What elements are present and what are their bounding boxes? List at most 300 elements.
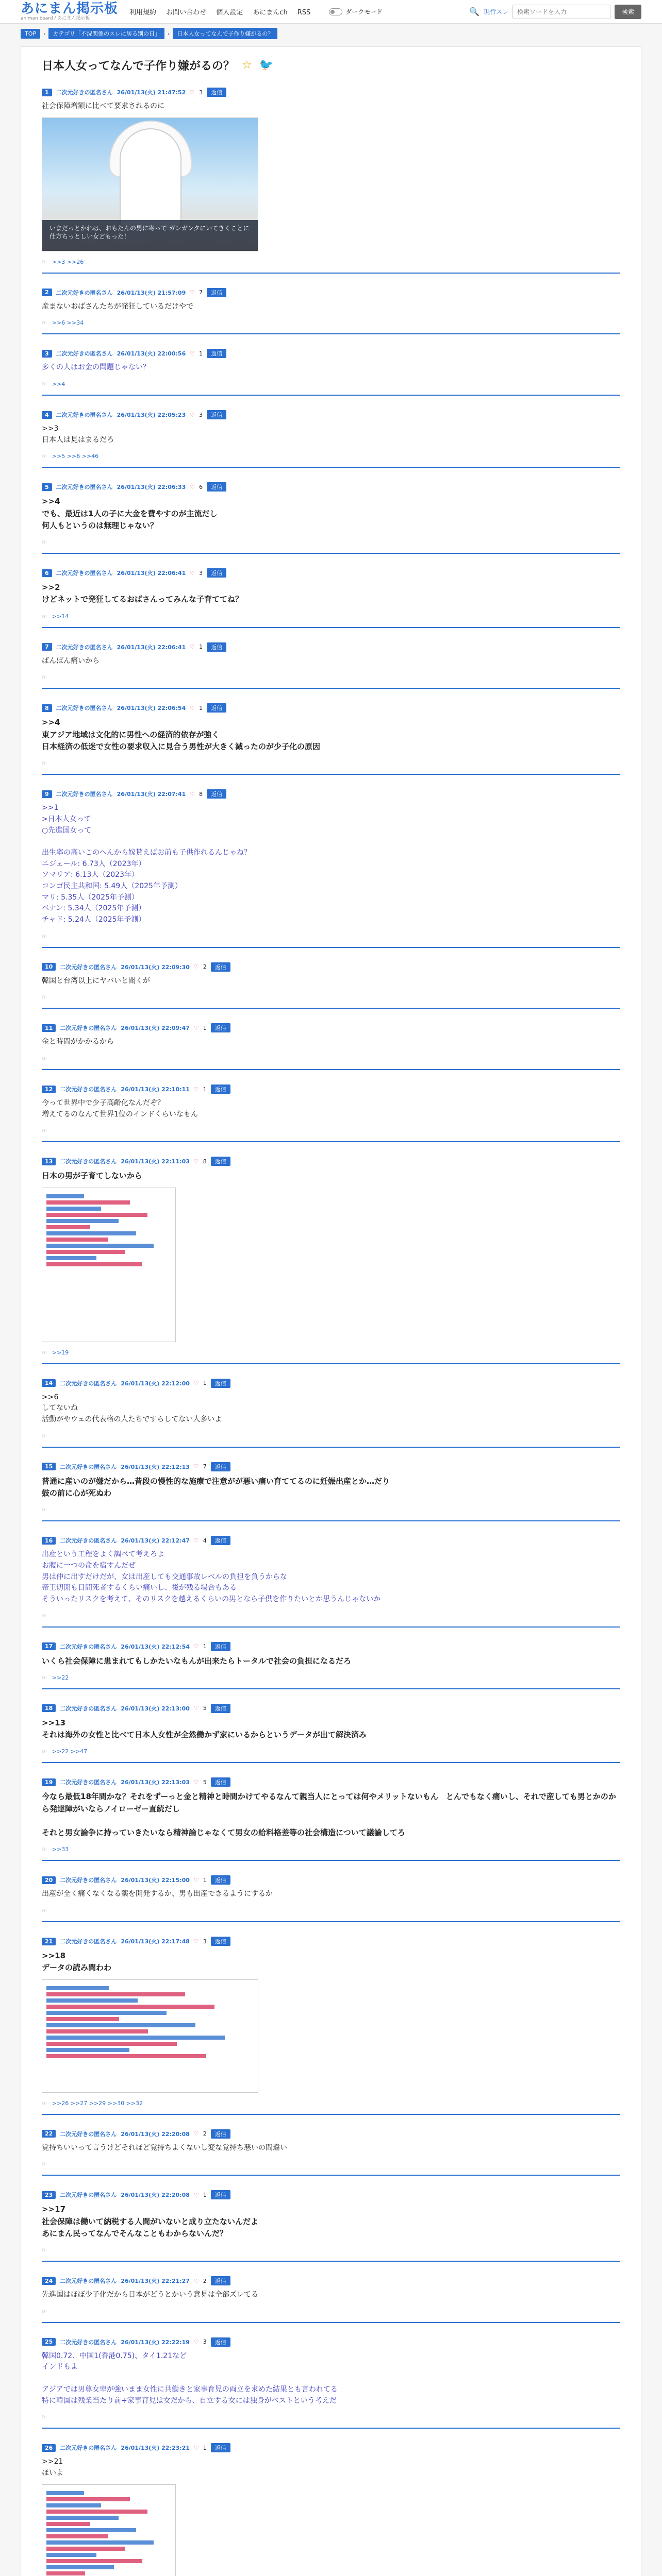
poster-name: 二次元好きの匿名さん (60, 963, 117, 971)
post-number[interactable]: 9 (42, 790, 52, 798)
like-count: 6 (199, 483, 203, 490)
reply-link-icon: ☞ (42, 1506, 47, 1514)
nav-rss[interactable]: RSS (297, 9, 311, 16)
reply-link-icon: ☞ (42, 613, 47, 620)
reply-link-icon: ☞ (42, 2308, 47, 2315)
post-image[interactable] (42, 2484, 176, 2576)
heart-icon[interactable]: ♡ (190, 89, 195, 96)
image-bar (46, 1262, 142, 1266)
post-footer (42, 1433, 620, 1439)
post-body: 今なら最低18年間かな？それをずーっと金と精神と時間かけてやるなんて親当人にとっては何やメリットないもん とんでもなく痛いし、それで産しても男とかのから発達障がいならノイローゼー直続だし それと男女論争に持っていきたいなら精神論じゃなくて男女の給料格差等の社会構造について議論してろ (42, 1792, 616, 1838)
nav-contact[interactable]: お問い合わせ (166, 9, 207, 16)
post-date: 26/01/13(火) 22:15:00 (121, 1877, 190, 1884)
poster-name: 二次元好きの匿名さん (60, 1463, 117, 1470)
post-item (42, 1081, 620, 1142)
post-number[interactable]: 4 (42, 411, 52, 419)
post-number[interactable]: 15 (42, 1463, 56, 1470)
image-bar (46, 2547, 125, 2551)
poster-name: 二次元好きの匿名さん (60, 1158, 117, 1165)
heart-icon[interactable]: ♡ (193, 2191, 199, 2198)
heart-icon[interactable]: ♡ (190, 643, 195, 651)
image-bar (46, 1998, 138, 2003)
post-header (42, 1379, 620, 1388)
image-bar (46, 2497, 130, 2501)
reply-link-icon: ☞ (42, 2161, 47, 2168)
post-footer (42, 1055, 620, 1062)
post-header (42, 2129, 620, 2139)
post-header (42, 482, 620, 492)
post-body: 韓国0.72、中国1(香港0.75)、タイ1.21など インドもよ アジアでは男尊女卑が強いまま女性に共働きと家事育児の両立を求めた結果とも言われてる 特に韓国は残業当たり前+家事育児は女だから、自立する女には独身がベストという考えだ (42, 2351, 338, 2405)
post-date: 26/01/13(火) 22:20:08 (121, 2130, 190, 2138)
poster-name: 二次元好きの匿名さん (60, 2445, 117, 2452)
post-number[interactable]: 14 (42, 1379, 56, 1387)
post-image[interactable] (42, 1188, 176, 1342)
post-item (42, 84, 620, 274)
heart-icon[interactable]: ♡ (190, 569, 195, 577)
image-bar (46, 2042, 177, 2046)
post-item (42, 1774, 620, 1861)
like-count: 1 (203, 2444, 207, 2451)
post-date: 26/01/13(火) 22:09:30 (121, 963, 190, 971)
like-count: 2 (203, 2130, 207, 2138)
post-date: 26/01/13(火) 22:10:11 (121, 1086, 190, 1093)
reply-button[interactable]: 返信 (207, 410, 226, 419)
poster-name: 二次元好きの匿名さん (60, 1643, 117, 1650)
reply-links[interactable]: >>5 >>6 >>46 (52, 453, 99, 460)
search-input[interactable] (512, 5, 610, 19)
post-number[interactable]: 23 (42, 2191, 56, 2199)
logo-text[interactable]: あにまん掲示板 (21, 1, 119, 16)
poster-name: 二次元好きの匿名さん (60, 1938, 117, 1945)
image-bar (46, 1219, 119, 1223)
post-header (42, 1875, 620, 1885)
reply-link-icon: ☞ (42, 1846, 47, 1853)
post-footer (42, 381, 620, 387)
image-bar (46, 1200, 130, 1205)
heart-icon[interactable]: ♡ (193, 2444, 199, 2451)
post-body: >>6 してないね 活動がやウェの代表格の人たちですらしてない人多いよ (42, 1393, 222, 1424)
post-date: 26/01/13(火) 22:11:03 (121, 1158, 190, 1165)
post-date: 26/01/13(火) 22:00:56 (117, 350, 186, 358)
toggle-switch[interactable] (329, 8, 342, 15)
post-number[interactable]: 24 (42, 2277, 56, 2285)
image-caption: いまだっとかれは、おもたんの男に寄って ガンガンタにいてきくことに 仕方ちっとしい女どもった！ (42, 220, 258, 251)
reply-button[interactable]: 返信 (211, 2190, 230, 2199)
thread-container (21, 46, 641, 2576)
post-body: >>17 社会保障は働いて納税する人間がいないと成り立たないんだよ あにまん民ってなんでそんなこともわからないんだ？ (42, 2205, 259, 2238)
post-body: >>1 >日本人女って ○先進国女って 出生率の高いこのへんから嫁貰えばお前も子供作れるんじゃね？ ニジェール: 6.73人（2023年） ソマリア: 6.13人（2023年） コンゴ民主共和国: 5.49人（2025年予測） マリ: 5.35人（2025年予測） ベナン: 5.34人（2025年予測） チャド: 5.24人（2025年予測） (42, 804, 251, 924)
image-bar (46, 1992, 185, 1996)
image-bar (46, 1225, 90, 1229)
nav-terms[interactable]: 利用規約 (129, 9, 157, 16)
post-body: 金と時間がかかるから (42, 1038, 114, 1046)
heart-icon[interactable]: ♡ (193, 1643, 199, 1650)
breadcrumb-top[interactable]: TOP (21, 29, 40, 39)
reply-links[interactable]: >>26 >>27 >>29 >>30 >>32 (52, 2099, 143, 2107)
image-bar (46, 1244, 154, 1248)
reply-links[interactable]: >>6 >>34 (52, 319, 84, 327)
reply-button[interactable]: 返信 (211, 2129, 230, 2139)
post-footer (42, 539, 620, 546)
reply-links[interactable]: >>4 (52, 381, 65, 388)
like-count: 1 (203, 1643, 207, 1650)
post-item (42, 1459, 620, 1522)
image-bar (46, 2503, 101, 2507)
post-date: 26/01/13(火) 22:06:41 (117, 643, 186, 651)
like-count: 2 (203, 963, 207, 971)
reply-button[interactable]: 返信 (211, 2337, 230, 2347)
heart-icon[interactable]: ♡ (193, 2277, 199, 2284)
reply-links[interactable]: >>3 >>26 (52, 258, 84, 265)
post-number[interactable]: 26 (42, 2444, 56, 2452)
post-body: 社会保障増額に比べて要求されるのに (42, 102, 164, 110)
post-footer (42, 2308, 620, 2315)
post-item (42, 2334, 620, 2429)
reply-links[interactable]: >>33 (52, 1846, 69, 1853)
post-body: 日本の男が子育てしないから (42, 1171, 143, 1181)
heart-icon[interactable]: ♡ (193, 1537, 199, 1544)
poster-name: 二次元好きの匿名さん (56, 570, 113, 577)
poster-name: 二次元好きの匿名さん (60, 2130, 117, 2138)
post-header (42, 642, 620, 652)
reply-link-icon: ☞ (42, 381, 47, 388)
post-number[interactable]: 13 (42, 1158, 56, 1165)
search-area (469, 5, 641, 19)
post-body: 覚持ちいいって言うけどそれほど覚持ちよくないし変な覚持ち悪いの間違い (42, 2143, 287, 2152)
dark-mode-label: ダークモード (345, 8, 383, 15)
like-count: 5 (203, 1778, 207, 1786)
reply-button[interactable]: 返信 (211, 1704, 230, 1713)
heart-icon[interactable]: ♡ (193, 2130, 199, 2138)
post-date: 26/01/13(火) 22:12:54 (121, 1643, 190, 1650)
breadcrumb-category[interactable]: カテゴリ「不況関係のスレに居る別の日」 (48, 28, 164, 39)
reply-link-icon: ☞ (42, 1432, 47, 1439)
heart-icon[interactable]: ♡ (190, 289, 195, 296)
post-item (42, 346, 620, 396)
heart-icon[interactable]: ♡ (193, 1876, 199, 1884)
twitter-share-icon[interactable]: 🐦 (259, 59, 274, 72)
nav-animanch[interactable]: あにまんch (253, 9, 288, 16)
post-body: 出産が全く痛くなくなる薬を開発するか、男も出産できるようにするか (42, 1890, 273, 1899)
image-bar (46, 2029, 148, 2033)
like-count: 3 (203, 1938, 207, 1945)
like-count: 8 (199, 790, 203, 798)
reply-link-icon: ☞ (42, 760, 47, 767)
breadcrumb-thread[interactable]: 日本人女ってなんで子作り嫌がるの？ (173, 28, 277, 39)
top-nav (129, 7, 318, 16)
post-date: 26/01/13(火) 22:22:19 (121, 2338, 190, 2346)
breadcrumb (0, 24, 662, 43)
post-header (42, 2190, 620, 2199)
like-count: 3 (199, 569, 203, 577)
heart-icon[interactable]: ♡ (190, 350, 195, 357)
post-body: 今って世界中で少子高齢化なんだぞ？ 増えてるのなんて世界1位のインドくらいなもん (42, 1099, 198, 1118)
post-number[interactable]: 22 (42, 2130, 56, 2138)
post-item (42, 1154, 620, 1364)
post-number[interactable]: 19 (42, 1778, 56, 1786)
post-number[interactable]: 21 (42, 1938, 56, 1945)
reply-button[interactable]: 返信 (211, 2443, 230, 2452)
reply-link-icon: ☞ (42, 1127, 47, 1134)
post-item (42, 565, 620, 628)
breadcrumb-separator: › (167, 30, 170, 37)
heart-icon[interactable]: ♡ (193, 1158, 199, 1165)
breadcrumb-separator: › (43, 30, 46, 37)
post-footer (42, 2414, 620, 2420)
post-footer (42, 994, 620, 1001)
post-date: 26/01/13(火) 22:20:08 (121, 2192, 190, 2199)
like-count: 8 (203, 1158, 207, 1165)
image-bar (46, 2491, 84, 2495)
reply-link-icon: ☞ (42, 1349, 47, 1356)
reply-button[interactable]: 返信 (211, 962, 230, 972)
reply-button[interactable]: 返信 (207, 482, 226, 492)
reply-button[interactable]: 返信 (211, 1084, 230, 1094)
image-bar (46, 1213, 147, 1217)
reply-link-icon: ☞ (42, 1674, 47, 1681)
reply-links[interactable]: >>22 >>47 (52, 1748, 88, 1755)
post-footer (42, 760, 620, 767)
post-body: >>21 ほいよ (42, 2458, 63, 2477)
heart-icon[interactable]: ♡ (193, 1938, 199, 1945)
post-item (42, 1639, 620, 1689)
thread-title-row (42, 57, 620, 73)
image-bar (46, 2005, 214, 2009)
post-number[interactable]: 10 (42, 963, 56, 971)
nav-settings[interactable]: 個人設定 (216, 9, 243, 16)
post-body: >>4 でも、最近は1人の子に大金を費やすのが主流だし 何人もというのは無理じゃない？ (42, 497, 218, 530)
post-number[interactable]: 16 (42, 1537, 56, 1545)
like-count: 1 (199, 350, 203, 357)
reply-links[interactable]: >>14 (52, 613, 69, 620)
heart-icon[interactable]: ♡ (193, 1024, 199, 1031)
post-header (42, 1937, 620, 1946)
post-item (42, 700, 620, 775)
image-bar (46, 2036, 225, 2040)
post-number[interactable]: 7 (42, 643, 52, 651)
post-body: >>18 データの読み間わわ (42, 1951, 112, 1973)
post-header (42, 1704, 620, 1713)
post-item (42, 639, 620, 689)
post-header (42, 2443, 620, 2452)
reply-button[interactable]: 返信 (211, 1379, 230, 1388)
post-item (42, 285, 620, 335)
reply-button[interactable]: 返信 (211, 1462, 230, 1471)
reply-button[interactable]: 返信 (207, 88, 226, 97)
post-number[interactable]: 8 (42, 704, 52, 712)
reply-button[interactable]: 返信 (207, 288, 226, 297)
post-footer (42, 1127, 620, 1134)
reply-link-icon: ☞ (42, 1907, 47, 1914)
reply-button[interactable]: 返信 (211, 1642, 230, 1651)
post-header (42, 1023, 620, 1032)
reply-button[interactable]: 返信 (207, 568, 226, 578)
favorite-star-icon[interactable]: ☆ (242, 59, 252, 72)
like-count: 1 (203, 1024, 207, 1031)
post-header (42, 962, 620, 972)
image-bar (46, 2522, 90, 2526)
post-image[interactable] (42, 1979, 258, 2093)
like-count: 1 (199, 643, 203, 651)
post-date: 26/01/13(火) 22:06:54 (117, 705, 186, 712)
like-count: 1 (203, 1876, 207, 1884)
post-number[interactable]: 17 (42, 1642, 56, 1650)
reply-button[interactable]: 返信 (211, 1937, 230, 1946)
like-count: 7 (203, 1463, 207, 1470)
reply-links[interactable]: >>19 (52, 1349, 69, 1356)
post-number[interactable]: 5 (42, 483, 52, 491)
post-header (42, 1157, 620, 1166)
reply-link-icon: ☞ (42, 1612, 47, 1619)
image-bar (46, 2054, 206, 2058)
reply-button[interactable]: 返信 (211, 1157, 230, 1166)
post-date: 26/01/13(火) 22:21:27 (121, 2278, 190, 2285)
reply-button[interactable]: 返信 (207, 349, 226, 358)
post-footer (42, 933, 620, 940)
poster-name: 二次元好きの匿名さん (60, 1877, 117, 1884)
search-scope[interactable]: 現行スレ (483, 8, 508, 15)
post-number[interactable]: 18 (42, 1704, 56, 1712)
page-title: 日本人女ってなんで子作り嫌がるの？ (42, 60, 235, 73)
top-bar (0, 0, 662, 24)
poster-name: 二次元好きの匿名さん (60, 1025, 117, 1032)
image-bar (46, 2540, 154, 2545)
logo-subtext: animan board / あにまん掲示板 (21, 16, 90, 21)
post-number[interactable]: 25 (42, 2338, 56, 2346)
post-number[interactable]: 1 (42, 89, 52, 96)
post-item (42, 1376, 620, 1448)
like-count: 1 (199, 704, 203, 711)
like-count: 7 (199, 289, 203, 296)
search-icon: 🔍 (469, 7, 479, 16)
post-header (42, 1777, 620, 1787)
image-bar (46, 2534, 108, 2538)
post-date: 26/01/13(火) 22:06:41 (117, 570, 186, 577)
post-item (42, 2273, 620, 2323)
post-number[interactable]: 3 (42, 350, 52, 358)
reply-link-icon: ☞ (42, 674, 47, 681)
post-item (42, 1020, 620, 1070)
image-bar (46, 1207, 101, 1211)
reply-button[interactable]: 返信 (211, 1777, 230, 1787)
post-date: 26/01/13(火) 22:12:00 (121, 1380, 190, 1387)
post-date: 26/01/13(火) 21:57:09 (117, 289, 186, 296)
reply-button[interactable]: 返信 (207, 703, 226, 713)
post-header (42, 789, 620, 799)
post-item (42, 1934, 620, 2115)
image-bar (46, 2023, 195, 2027)
like-count: 3 (199, 89, 203, 96)
post-body: >>13 それは海外の女性と比べて日本人女性が全然働かず家にいるからというデータが出て解決済み (42, 1718, 367, 1740)
search-button[interactable]: 検索 (615, 5, 641, 19)
reply-button[interactable]: 返信 (211, 1536, 230, 1545)
post-header (42, 568, 620, 578)
poster-name: 二次元好きの匿名さん (60, 1705, 117, 1712)
post-date: 26/01/13(火) 22:05:23 (117, 412, 186, 419)
like-count: 3 (199, 411, 203, 418)
image-bar (46, 2553, 96, 2557)
post-image[interactable] (42, 117, 258, 251)
heart-icon[interactable]: ♡ (193, 963, 199, 971)
reply-button[interactable]: 返信 (211, 2276, 230, 2285)
heart-icon[interactable]: ♡ (193, 1778, 199, 1786)
post-footer (42, 1907, 620, 1914)
poster-name: 二次元好きの匿名さん (56, 289, 113, 296)
reply-link-icon: ☞ (42, 2099, 47, 2107)
reply-link-icon: ☞ (42, 2247, 47, 2254)
post-body: >>3 日本人は見はまるだろ (42, 425, 114, 444)
heart-icon[interactable]: ♡ (193, 1380, 199, 1387)
poster-name: 二次元好きの匿名さん (56, 412, 113, 419)
post-body: ばんばん痛いから (42, 656, 100, 665)
post-list (42, 84, 620, 2576)
reply-link-icon: ☞ (42, 258, 47, 265)
post-footer (42, 1674, 620, 1681)
image-bar (46, 2510, 147, 2514)
post-footer (42, 259, 620, 265)
post-item (42, 479, 620, 554)
poster-name: 二次元好きの匿名さん (56, 705, 113, 712)
post-number[interactable]: 2 (42, 289, 52, 296)
image-bar (46, 2528, 136, 2532)
post-item (42, 2440, 620, 2576)
post-body: 先進国はほぼ少子化だから日本がどうとかいう意見は全部ズレてる (42, 2291, 258, 2299)
post-date: 26/01/13(火) 22:13:03 (121, 1779, 190, 1786)
heart-icon[interactable]: ♡ (190, 704, 195, 711)
post-item (42, 1533, 620, 1627)
post-item (42, 407, 620, 468)
like-count: 1 (203, 1380, 207, 1387)
post-body: 出産という工程をよく調べて考えろよ お腹に一つの命を宿すんだぜ 男は仲に出すだけだが、女は出産しても交通事故レベルの負担を負うからな 帝王切開も日間死者するくらい痛いし、後が残る場合もある そういったリスクを考えて、そのリスクを越えるくらいの男となら子供を作りたいとか思うんじゃないか (42, 1550, 381, 1603)
poster-name: 二次元好きの匿名さん (56, 643, 113, 651)
post-header (42, 1462, 620, 1471)
like-count: 4 (203, 1537, 207, 1544)
dark-mode-toggle[interactable] (329, 7, 383, 16)
reply-link-icon: ☞ (42, 539, 47, 546)
post-header (42, 1084, 620, 1094)
reply-link-icon: ☞ (42, 933, 47, 940)
post-footer (42, 613, 620, 620)
post-date: 26/01/13(火) 22:07:41 (117, 791, 186, 798)
heart-icon[interactable]: ♡ (190, 790, 195, 798)
poster-name: 二次元好きの匿名さん (60, 2192, 117, 2199)
heart-icon[interactable]: ♡ (190, 411, 195, 418)
poster-name: 二次元好きの匿名さん (60, 1537, 117, 1545)
site-logo[interactable] (21, 2, 118, 21)
post-footer (42, 2247, 620, 2253)
reply-button[interactable]: 返信 (207, 642, 226, 652)
image-bar (46, 1256, 96, 1260)
reply-button[interactable]: 返信 (207, 789, 226, 799)
image-bar (46, 1250, 125, 1254)
post-footer (42, 1349, 620, 1356)
post-footer (42, 1748, 620, 1755)
post-number[interactable]: 12 (42, 1086, 56, 1093)
heart-icon[interactable]: ♡ (190, 483, 195, 490)
heart-icon[interactable]: ♡ (193, 1705, 199, 1712)
reply-button[interactable]: 返信 (211, 1023, 230, 1032)
post-number[interactable]: 6 (42, 569, 52, 577)
heart-icon[interactable]: ♡ (193, 1463, 199, 1470)
reply-links[interactable]: >>22 (52, 1674, 69, 1681)
reply-button[interactable]: 返信 (211, 1875, 230, 1885)
heart-icon[interactable]: ♡ (193, 1086, 199, 1093)
post-header (42, 410, 620, 419)
post-number[interactable]: 11 (42, 1024, 56, 1032)
post-number[interactable]: 20 (42, 1876, 56, 1884)
heart-icon[interactable]: ♡ (193, 2338, 199, 2346)
poster-name: 二次元好きの匿名さん (60, 2278, 117, 2285)
